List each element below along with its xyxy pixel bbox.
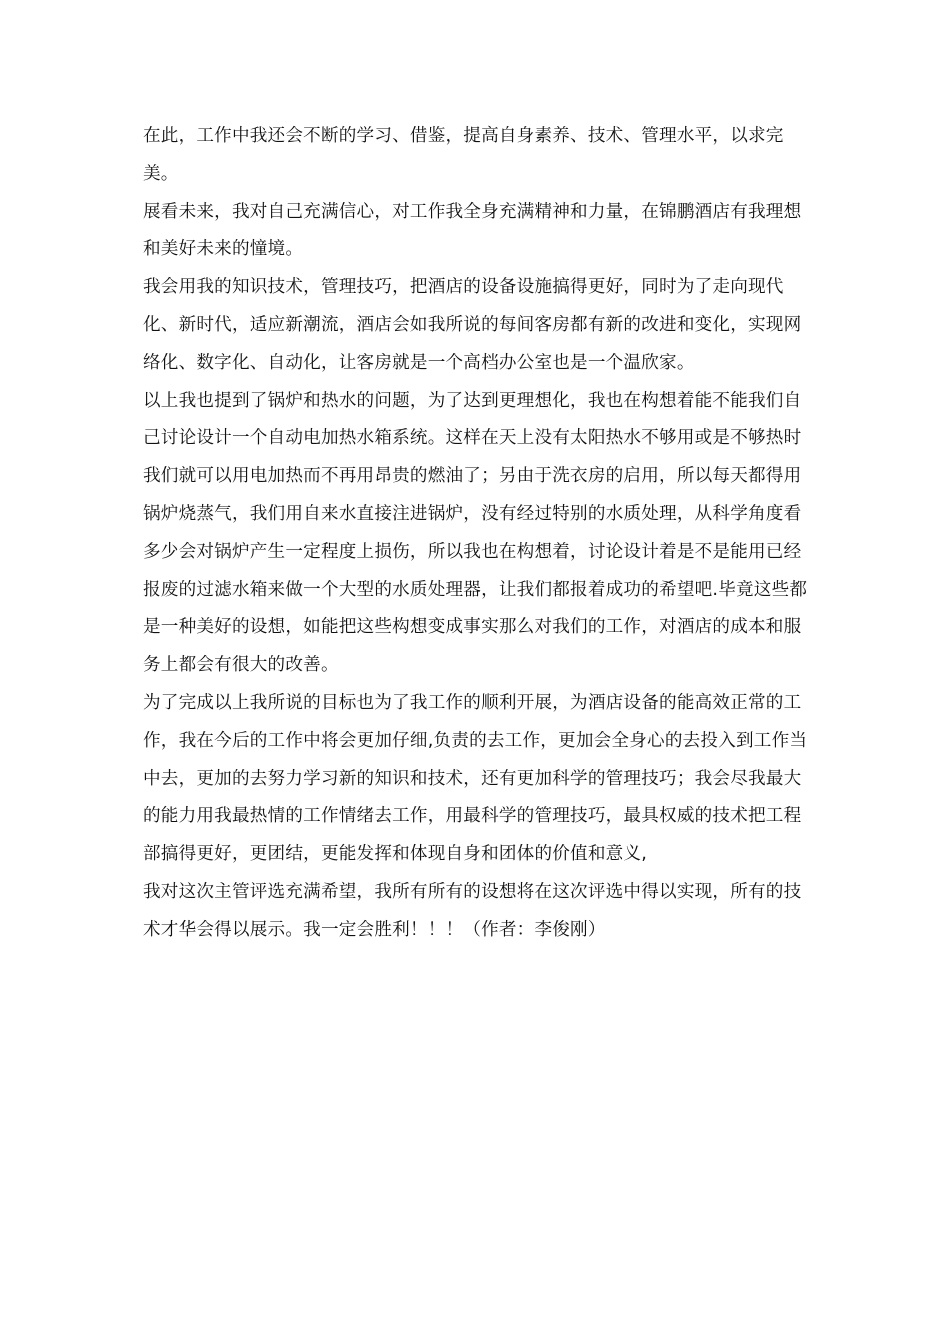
paragraph-work-commitment: 为了完成以上我所说的目标也为了我工作的顺利开展，为酒店设备的能高效正常的工作，我在今后的工作中将会更加仔细,负责的去工作，更加会全身心的去投入到工作当中去，更加的去努力学习新的知识和技术，还有更加科学的管理技巧；我会尽我最大的能力用我最热情的工作情绪去工作，用最科学的管理技巧，最具权威的技术把工程部搞得更好，更团结，更能发挥和体现自身和团体的价值和意义, (143, 692, 808, 865)
paragraph-boiler-water-ideas: 以上我也提到了锅炉和热水的问题，为了达到更理想化，我也在构想着能不能我们自己讨论设计一个自动电加热水箱系统。这样在天上没有太阳热水不够用或是不够热时我们就可以用电加热而不再用昂贵的燃油了；另由于洗衣房的启用，所以每天都得用锅炉烧蒸气，我们用自来水直接注进锅炉，没有经过特别的水质处理，从科学角度看多少会对锅炉产生一定程度上损伤，所以我也在构想着，讨论设计着是不是能用已经报废的过滤水箱来做一个大型的水质处理器，让我们都报着成功的希望吧.毕竟这些都是一种美好的设想，如能把这些构想变成事实那么对我们的工作，对酒店的成本和服务上都会有很大的改善。 (143, 390, 808, 676)
paragraph-self-improvement: 在此，工作中我还会不断的学习、借鉴，提高自身素养、技术、管理水平，以求完美。 (143, 126, 784, 184)
document-body (143, 118, 810, 950)
paragraph-closing: 我对这次主管评选充满希望，我所有所有的设想将在这次评选中得以实现，所有的技术才华会得以展示。我一定会胜利！！！（作者：李俊刚） (143, 881, 802, 940)
paragraph-future-outlook: 展看未来，我对自己充满信心，对工作我全身充满精神和力量，在锦鹏酒店有我理想和美好未来的憧境。 (143, 201, 802, 260)
paragraph-modernization: 我会用我的知识技术，管理技巧，把酒店的设备设施搞得更好，同时为了走向现代化、新时代，适应新潮流，酒店会如我所说的每间客房都有新的改进和变化，实现网络化、数字化、自动化，让客房就是一个高档办公室也是一个温欣家。 (143, 277, 802, 373)
